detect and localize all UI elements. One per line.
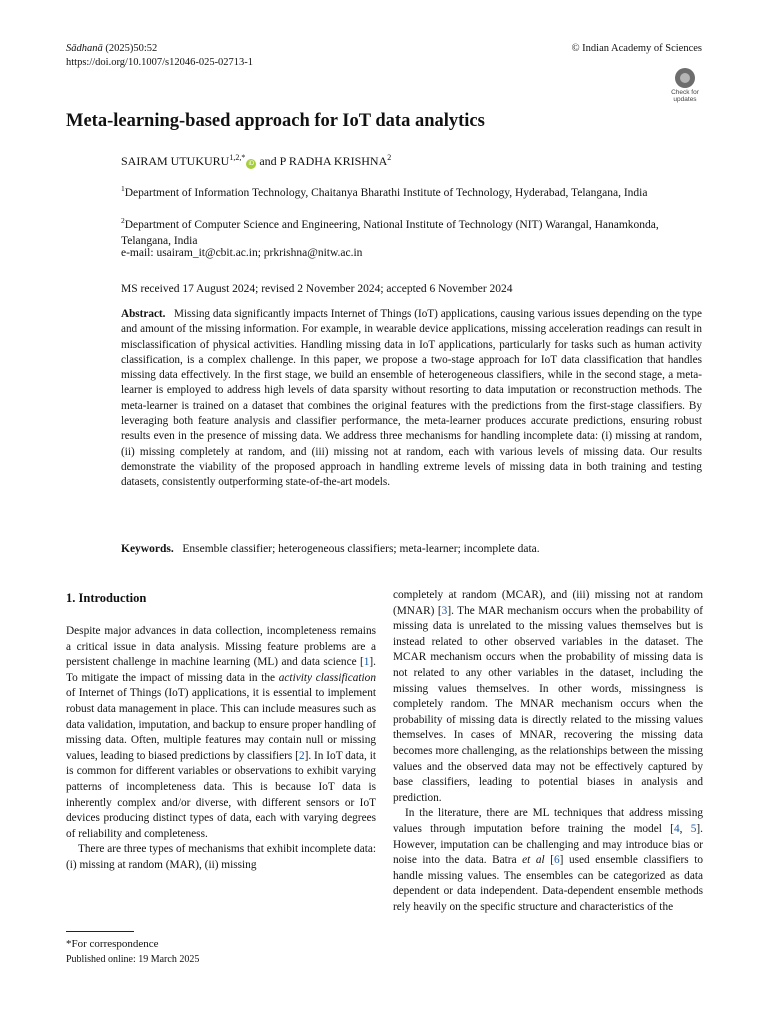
author-1: SAIRAM UTUKURU bbox=[121, 154, 230, 168]
abstract-text: Missing data significantly impacts Internet of Things (IoT) applications, causing various issues depending on the type and amount of the missing information. For example, in wearable device applications, missing acceleration readings can result in misclassification of physical activities. Handling missing data in IoT applications, particularly for tasks such as human activity classification, is a complex challenge. In this paper, we propose a two-stage approach for IoT data classification that handles missing data effectively. In the first stage, we build an ensemble of heterogeneous classifiers, while in the second stage, a meta-learner is employed to address high levels of data sparsity without resorting to data imputation or reconstruction methods. The meta-learner is trained on a dataset that combines the original features with the predictions from the first-stage classifiers. By leveraging both feature analysis and classifier performance, the meta-learner produces accurate predictions, ensuring robust results even in the presence of missing data. We address three mechanisms for handling incomplete data: (i) missing at random, (ii) missing completely at random, and (iii) missing not at random, each with various levels of missing data. Our results demonstrate the viability of the proposed approach in handling extreme levels of missing data in both training and testing datasets, consistently outperforming state-of-the-art models. bbox=[121, 308, 702, 489]
check-for-updates-badge[interactable] bbox=[667, 66, 703, 104]
badge-text: Check for updates bbox=[671, 89, 699, 103]
journal-citation bbox=[66, 42, 157, 55]
paragraph: completely at random (MCAR), and (iii) missing not at random (MNAR) [3]. The MAR mechanism occurs when the probability of missing data is unrelated to the missing values themselves but is instead related to other observed variables in the dataset. The MCAR mechanism occurs when the probability of missing data is not related to any other variables in the dataset, including the missing values themselves. In other words, missingness is completely random. The MNAR mechanism occurs when the probability of missing data is directly related to the missing values themselves. In cases of MNAR, recovering the missing data becomes more challenging, as the relationships between the missing values and the observed data may not be effectively captured by base classifiers, leading to potential biases in analysis and prediction. bbox=[393, 589, 703, 804]
citation-link[interactable]: 6 bbox=[554, 854, 560, 867]
citation-link[interactable]: 2 bbox=[298, 749, 305, 762]
citation-link[interactable]: 4 bbox=[673, 822, 680, 835]
paragraph: There are three types of mechanisms that exhibit incomplete data: (i) missing at random (MAR), (ii) missing bbox=[66, 843, 376, 871]
email: e-mail: usairam_it@cbit.ac.in; prkrishna@nitw.ac.in bbox=[121, 247, 363, 259]
received-dates: MS received 17 August 2024; revised 2 November 2024; accepted 6 November 2024 bbox=[121, 283, 513, 295]
citation-link[interactable]: 3 bbox=[441, 604, 448, 617]
doi-link[interactable]: https://doi.org/10.1007/s12046-025-02713-1 bbox=[66, 57, 254, 68]
author-2: and P RADHA KRISHNA bbox=[256, 154, 388, 168]
footnote-rule bbox=[66, 931, 134, 932]
author-2-affil: 2 bbox=[387, 153, 392, 162]
abstract-label: Abstract. bbox=[121, 308, 166, 320]
affiliation-1: $^1$Department of Information Technology, Chaitanya Bharathi Institute of Technology, Hyderabad, Telangana, India bbox=[121, 184, 648, 199]
section-heading: 1. Introduction bbox=[66, 591, 147, 605]
published-date: Published online: 19 March 2025 bbox=[66, 954, 200, 965]
keywords-label: Keywords. bbox=[121, 543, 174, 555]
keywords bbox=[121, 541, 540, 557]
left-column bbox=[66, 624, 376, 874]
citation-link[interactable]: 5 bbox=[690, 822, 697, 835]
paragraph: In the literature, there are ML techniques that address missing values through imputation before training the model [4, 5]. However, imputation can be challenging and may introduce bias or noise into the data. Batra et al [6] used ensemble classifiers to handle missing values. The ensembles can be categorized as data dependent or data independent. Data-dependent ensemble methods rely heavily on the specific structure and characteristics of the bbox=[393, 807, 704, 913]
orcid-icon[interactable]: iD bbox=[246, 159, 256, 169]
paragraph: Despite major advances in data collection, incompleteness remains a critical issue in data analysis. Missing feature problems are a persistent challenge in machine learning (ML) and data science [1]. To mitigate the impact of missing data in the activity classification of Internet of Things (IoT) applications, it is essential to implement robust data management in place. This can include measures such as data validation, imputation, and backup to ensure proper handling of missing data. Often, multiple features may contain null or missing values, leading to biased predictions by classifiers [2]. In IoT data, it is common for different variables or observations to exhibit varying patterns of incompleteness data. This is because IoT data is inherently complex and/or diverse, with different sensors or IoT devices producing distinct types of data, each with varying degrees of reliability and completeness. bbox=[66, 625, 376, 840]
keywords-text: Ensemble classifier; heterogeneous classifiers; meta-learner; incomplete data. bbox=[182, 543, 540, 555]
copyright: © Indian Academy of Sciences bbox=[571, 43, 702, 54]
citation-link[interactable]: 1 bbox=[363, 656, 370, 669]
authors bbox=[121, 150, 391, 169]
affiliation-2: $^2$Department of Computer Science and Engineering, National Institute of Technology (NIT) Warangal, Hanamkonda, Telangana, India bbox=[121, 216, 659, 247]
paper-title: Meta-learning-based approach for IoT data analytics bbox=[66, 111, 485, 131]
journal-name: Sādhanā bbox=[66, 43, 103, 54]
abstract bbox=[121, 307, 702, 491]
author-1-affil: 1,2,* bbox=[229, 153, 246, 162]
check-updates-icon bbox=[675, 68, 695, 88]
citation: (2025)50:52 bbox=[102, 43, 158, 54]
correspondence-note: *For correspondence bbox=[66, 938, 159, 950]
right-column bbox=[393, 588, 703, 915]
